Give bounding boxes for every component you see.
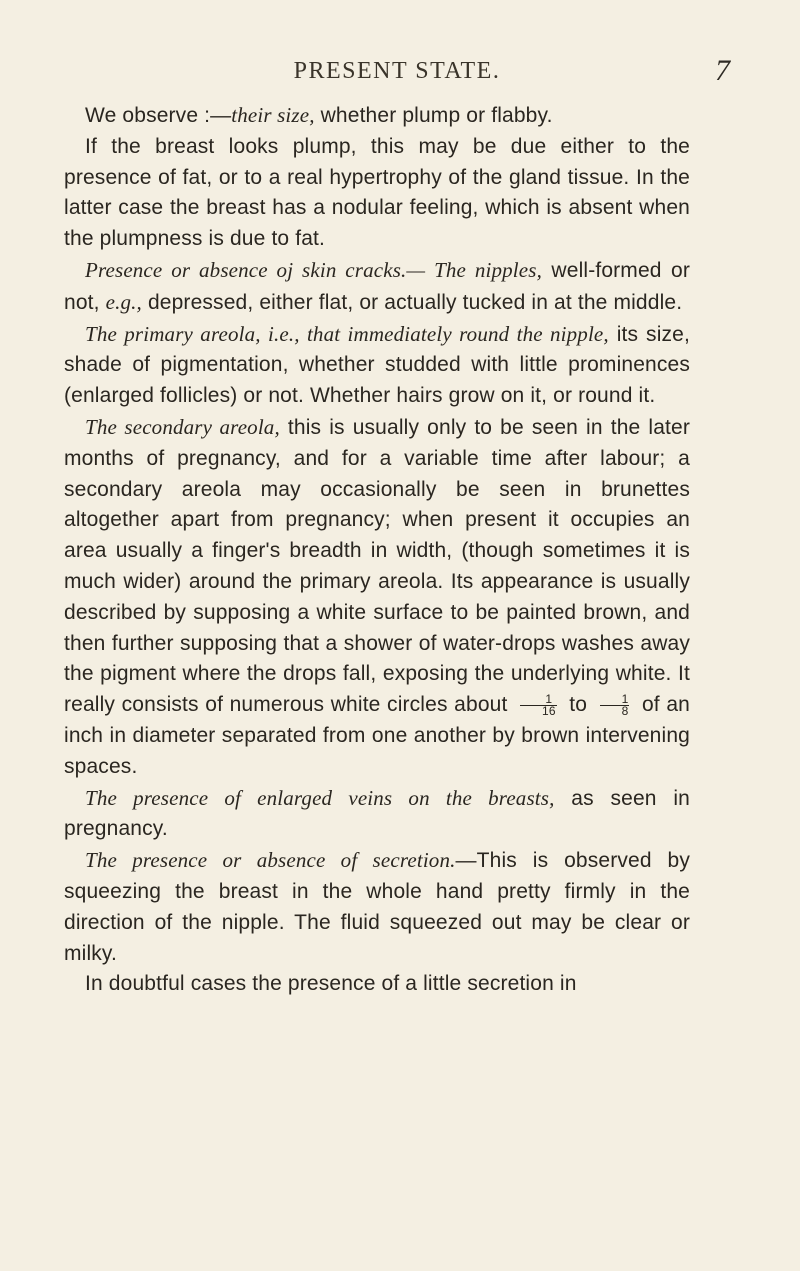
running-head: [64, 52, 730, 90]
paragraph-text: to: [562, 693, 594, 717]
paragraph-enlarged-veins: [64, 783, 690, 846]
fraction-denominator: 16: [542, 704, 556, 719]
paragraph-secretion: [64, 845, 690, 969]
fraction-denominator: 8: [621, 704, 629, 719]
paragraph-text: this is usually only to be seen in the later months of pregnancy, and for a variable time after labour; a secondary areola may occasionally be seen in brunettes altogether apart from pregnancy; when present it occupies an area usually a finger's breadth in width, (though sometimes it is much wider) around the primary areola. Its appearance is usually described by supposing a white surface to be painted brown, and then further supposing that a shower of water-drops washes away the pigment where the drops fall, exposing the underlying white. It really consists of numerous white circles about: [64, 415, 690, 717]
page-number: 7: [715, 54, 730, 87]
italic-heading: The presence or absence of secretion.: [85, 848, 456, 873]
paragraph-text: well-formed or not,: [64, 258, 691, 314]
paragraph-secondary-areola: [64, 412, 690, 783]
fraction-one-sixteenth: [520, 694, 557, 717]
paragraph-plump: If the breast looks plump, this may be due either to the presence of fat, or to a real hypertrophy of the gland tissue. In the latter case the breast has a nodular feeling, which is absent when the plumpness is due to fat.: [64, 134, 690, 251]
italic-heading: their size,: [231, 103, 315, 127]
paragraph-observe: [64, 100, 690, 132]
italic-heading: The secondary areola,: [85, 414, 280, 439]
paragraph-text: depressed, either flat, or actually tucked in at the middle.: [141, 290, 683, 314]
paragraph-text: its size, shade of pigmentation, whether studded with little prominences (enlarged follicles) or not. Whether hairs grow on it, or round it.: [64, 322, 690, 408]
paragraph-text: of an inch in diameter separated from one another by brown intervening spaces.: [64, 693, 690, 778]
body-text: [64, 100, 690, 1000]
italic-heading: Presence or absence oj skin cracks.— The nipples,: [85, 257, 542, 282]
italic-heading: The presence of enlarged veins on the breasts,: [85, 785, 555, 810]
fraction-one-eighth: [600, 694, 630, 717]
paragraph-text: as seen in pregnancy.: [64, 786, 691, 841]
paragraph-primary-areola: [64, 319, 690, 412]
fraction-numerator: 1: [520, 694, 557, 706]
paragraph-text: whether plump or flabby.: [314, 104, 553, 127]
paragraph-skin-cracks: [64, 255, 690, 319]
paragraph-text: We observe :—: [85, 104, 232, 127]
paragraph-doubtful-cases: In doubtful cases the presence of a little secretion in: [85, 972, 577, 996]
paragraph-text: —This is observed by squeezing the breast in the whole hand pretty firmly in the direction of the nipple. The fluid squeezed out may be clear or milky.: [64, 849, 690, 965]
italic-heading: The primary areola, i.e., that immediately round the nipple,: [85, 321, 609, 346]
fraction-numerator: 1: [600, 694, 630, 706]
italic-abbreviation: e.g.,: [105, 289, 142, 314]
running-title: PRESENT STATE.: [293, 58, 501, 84]
